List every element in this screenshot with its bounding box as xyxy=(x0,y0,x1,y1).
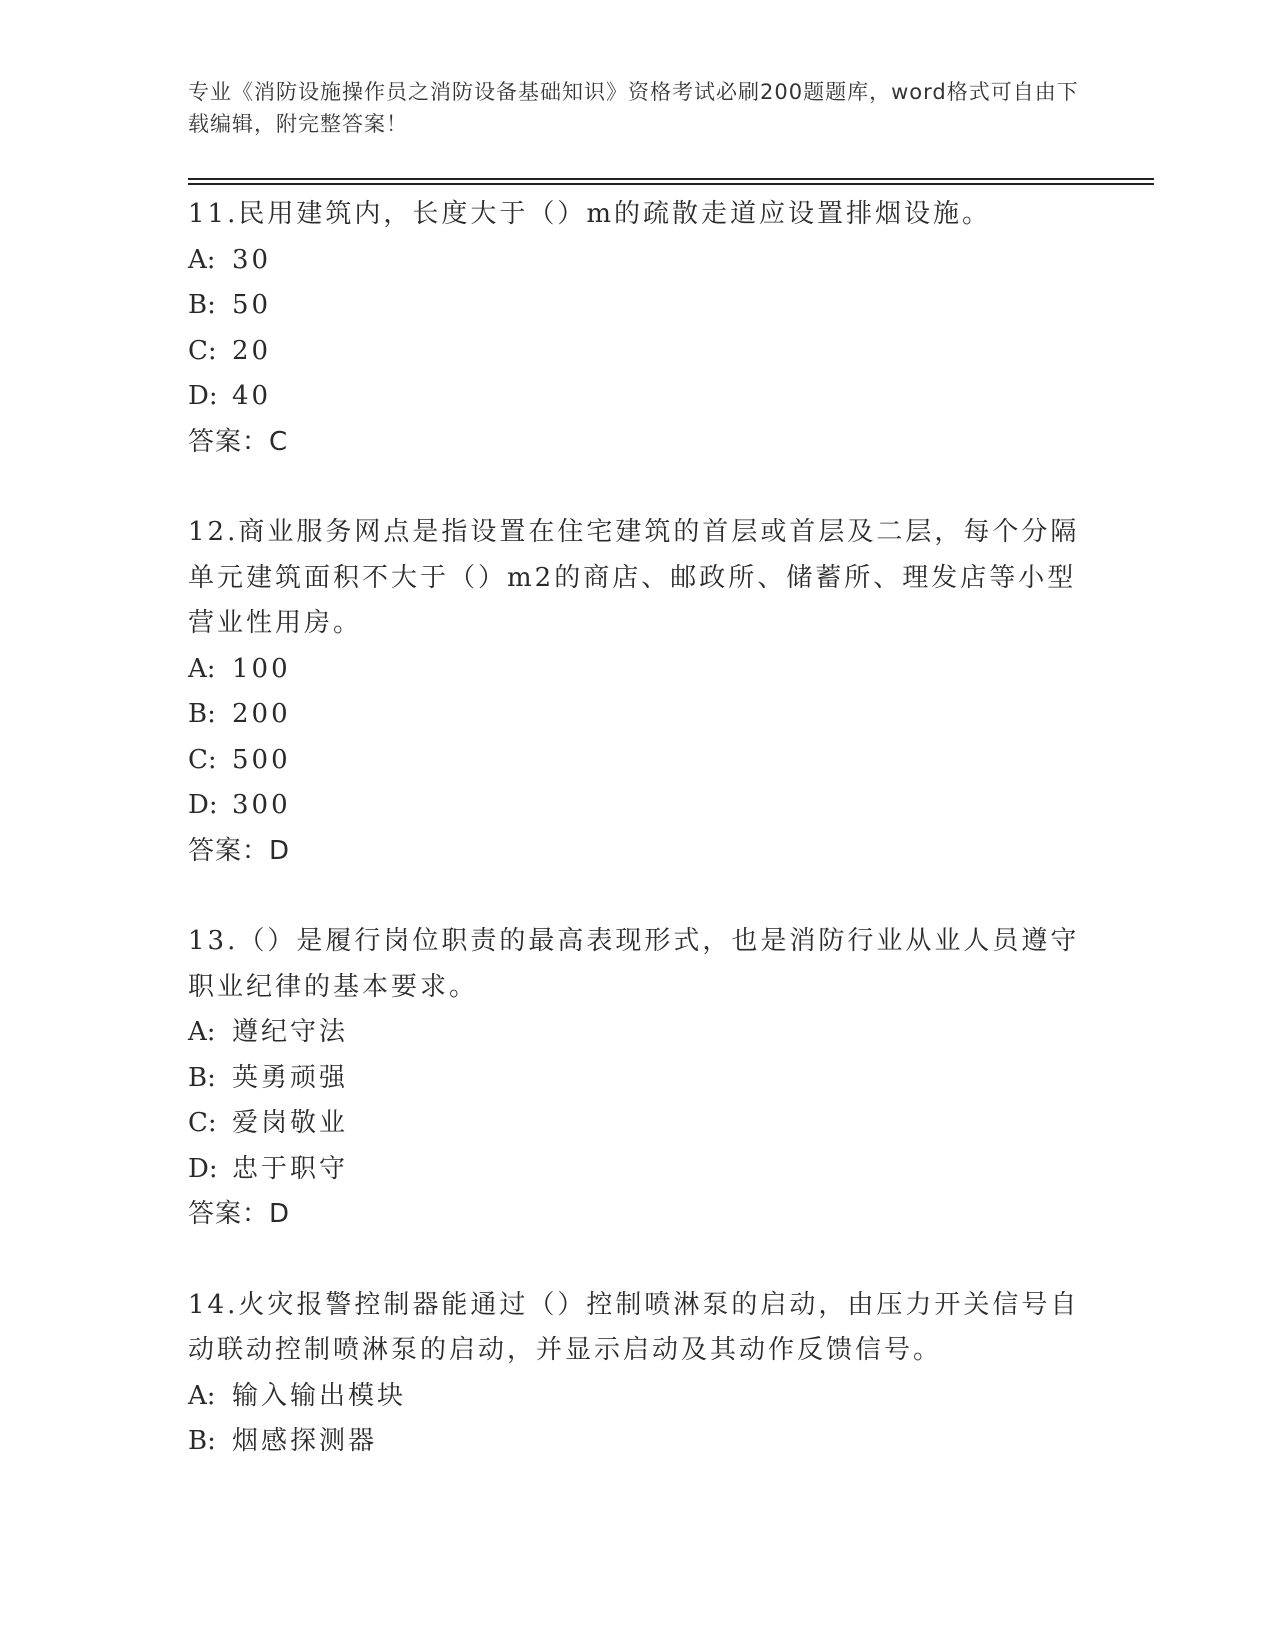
option-letter: B: xyxy=(188,290,216,320)
document-header: 专业《消防设施操作员之消防设备基础知识》资格考试必刷200题题库，word格式可自由下载编辑，附完整答案！ xyxy=(188,80,1079,136)
option-b xyxy=(188,283,1088,329)
option-c xyxy=(188,1101,1088,1147)
option-value: 忠于职守 xyxy=(232,1153,349,1184)
option-c xyxy=(188,738,1088,784)
option-value: 200 xyxy=(232,699,291,729)
option-letter: A: xyxy=(188,1380,216,1411)
option-value: 500 xyxy=(232,744,291,775)
question-text: 11.民用建筑内，长度大于（）m的疏散走道应设置排烟设施。 xyxy=(188,199,992,229)
option-a xyxy=(188,1374,1088,1420)
option-value: 300 xyxy=(232,790,291,820)
option-c xyxy=(188,329,1088,375)
option-d xyxy=(188,1147,1088,1193)
option-letter: D: xyxy=(188,1153,218,1184)
header-divider-bottom xyxy=(188,183,1154,185)
answer-line: 答案：C xyxy=(188,426,289,457)
option-letter: D: xyxy=(188,790,218,820)
option-letter: C: xyxy=(188,744,217,775)
option-value: 40 xyxy=(232,381,272,411)
option-value: 输入输出模块 xyxy=(232,1380,407,1411)
question-13 xyxy=(188,919,1088,1238)
question-list xyxy=(188,192,1088,1510)
answer-line: 答案：D xyxy=(188,835,291,866)
option-a xyxy=(188,238,1088,284)
question-12 xyxy=(188,510,1088,874)
option-letter: B: xyxy=(188,1426,216,1456)
option-letter: A: xyxy=(188,653,216,684)
option-b xyxy=(188,1419,1088,1465)
option-letter: A: xyxy=(188,244,216,275)
option-b xyxy=(188,692,1088,738)
option-letter: A: xyxy=(188,1017,216,1047)
option-d xyxy=(188,374,1088,420)
option-value: 英勇顽强 xyxy=(232,1062,349,1093)
question-text: 14.火灾报警控制器能通过（）控制喷淋泵的启动，由压力开关信号自动联动控制喷淋泵的启动，并显示启动及其动作反馈信号。 xyxy=(188,1289,1080,1365)
option-value: 遵纪守法 xyxy=(232,1017,349,1047)
question-text: 12.商业服务网点是指设置在住宅建筑的首层或首层及二层，每个分隔单元建筑面积不大于（）m2的商店、邮政所、储蓄所、理发店等小型营业性用房。 xyxy=(188,517,1080,638)
answer-line: 答案：D xyxy=(188,1199,291,1229)
option-letter: D: xyxy=(188,381,218,411)
question-14 xyxy=(188,1283,1088,1465)
question-11 xyxy=(188,192,1088,465)
option-value: 烟感探测器 xyxy=(232,1426,378,1456)
question-text: 13.（）是履行岗位职责的最高表现形式，也是消防行业从业人员遵守职业纪律的基本要求。 xyxy=(188,926,1080,1002)
option-letter: C: xyxy=(188,1108,217,1138)
option-value: 100 xyxy=(232,653,291,684)
option-value: 50 xyxy=(232,290,272,320)
header-divider-top xyxy=(188,178,1154,180)
option-letter: B: xyxy=(188,1062,216,1093)
option-b xyxy=(188,1056,1088,1102)
option-a xyxy=(188,1010,1088,1056)
option-letter: C: xyxy=(188,335,217,366)
option-a xyxy=(188,647,1088,693)
option-value: 爱岗敬业 xyxy=(232,1108,349,1138)
option-value: 30 xyxy=(232,244,272,275)
option-letter: B: xyxy=(188,699,216,729)
option-d xyxy=(188,783,1088,829)
option-value: 20 xyxy=(232,335,272,366)
